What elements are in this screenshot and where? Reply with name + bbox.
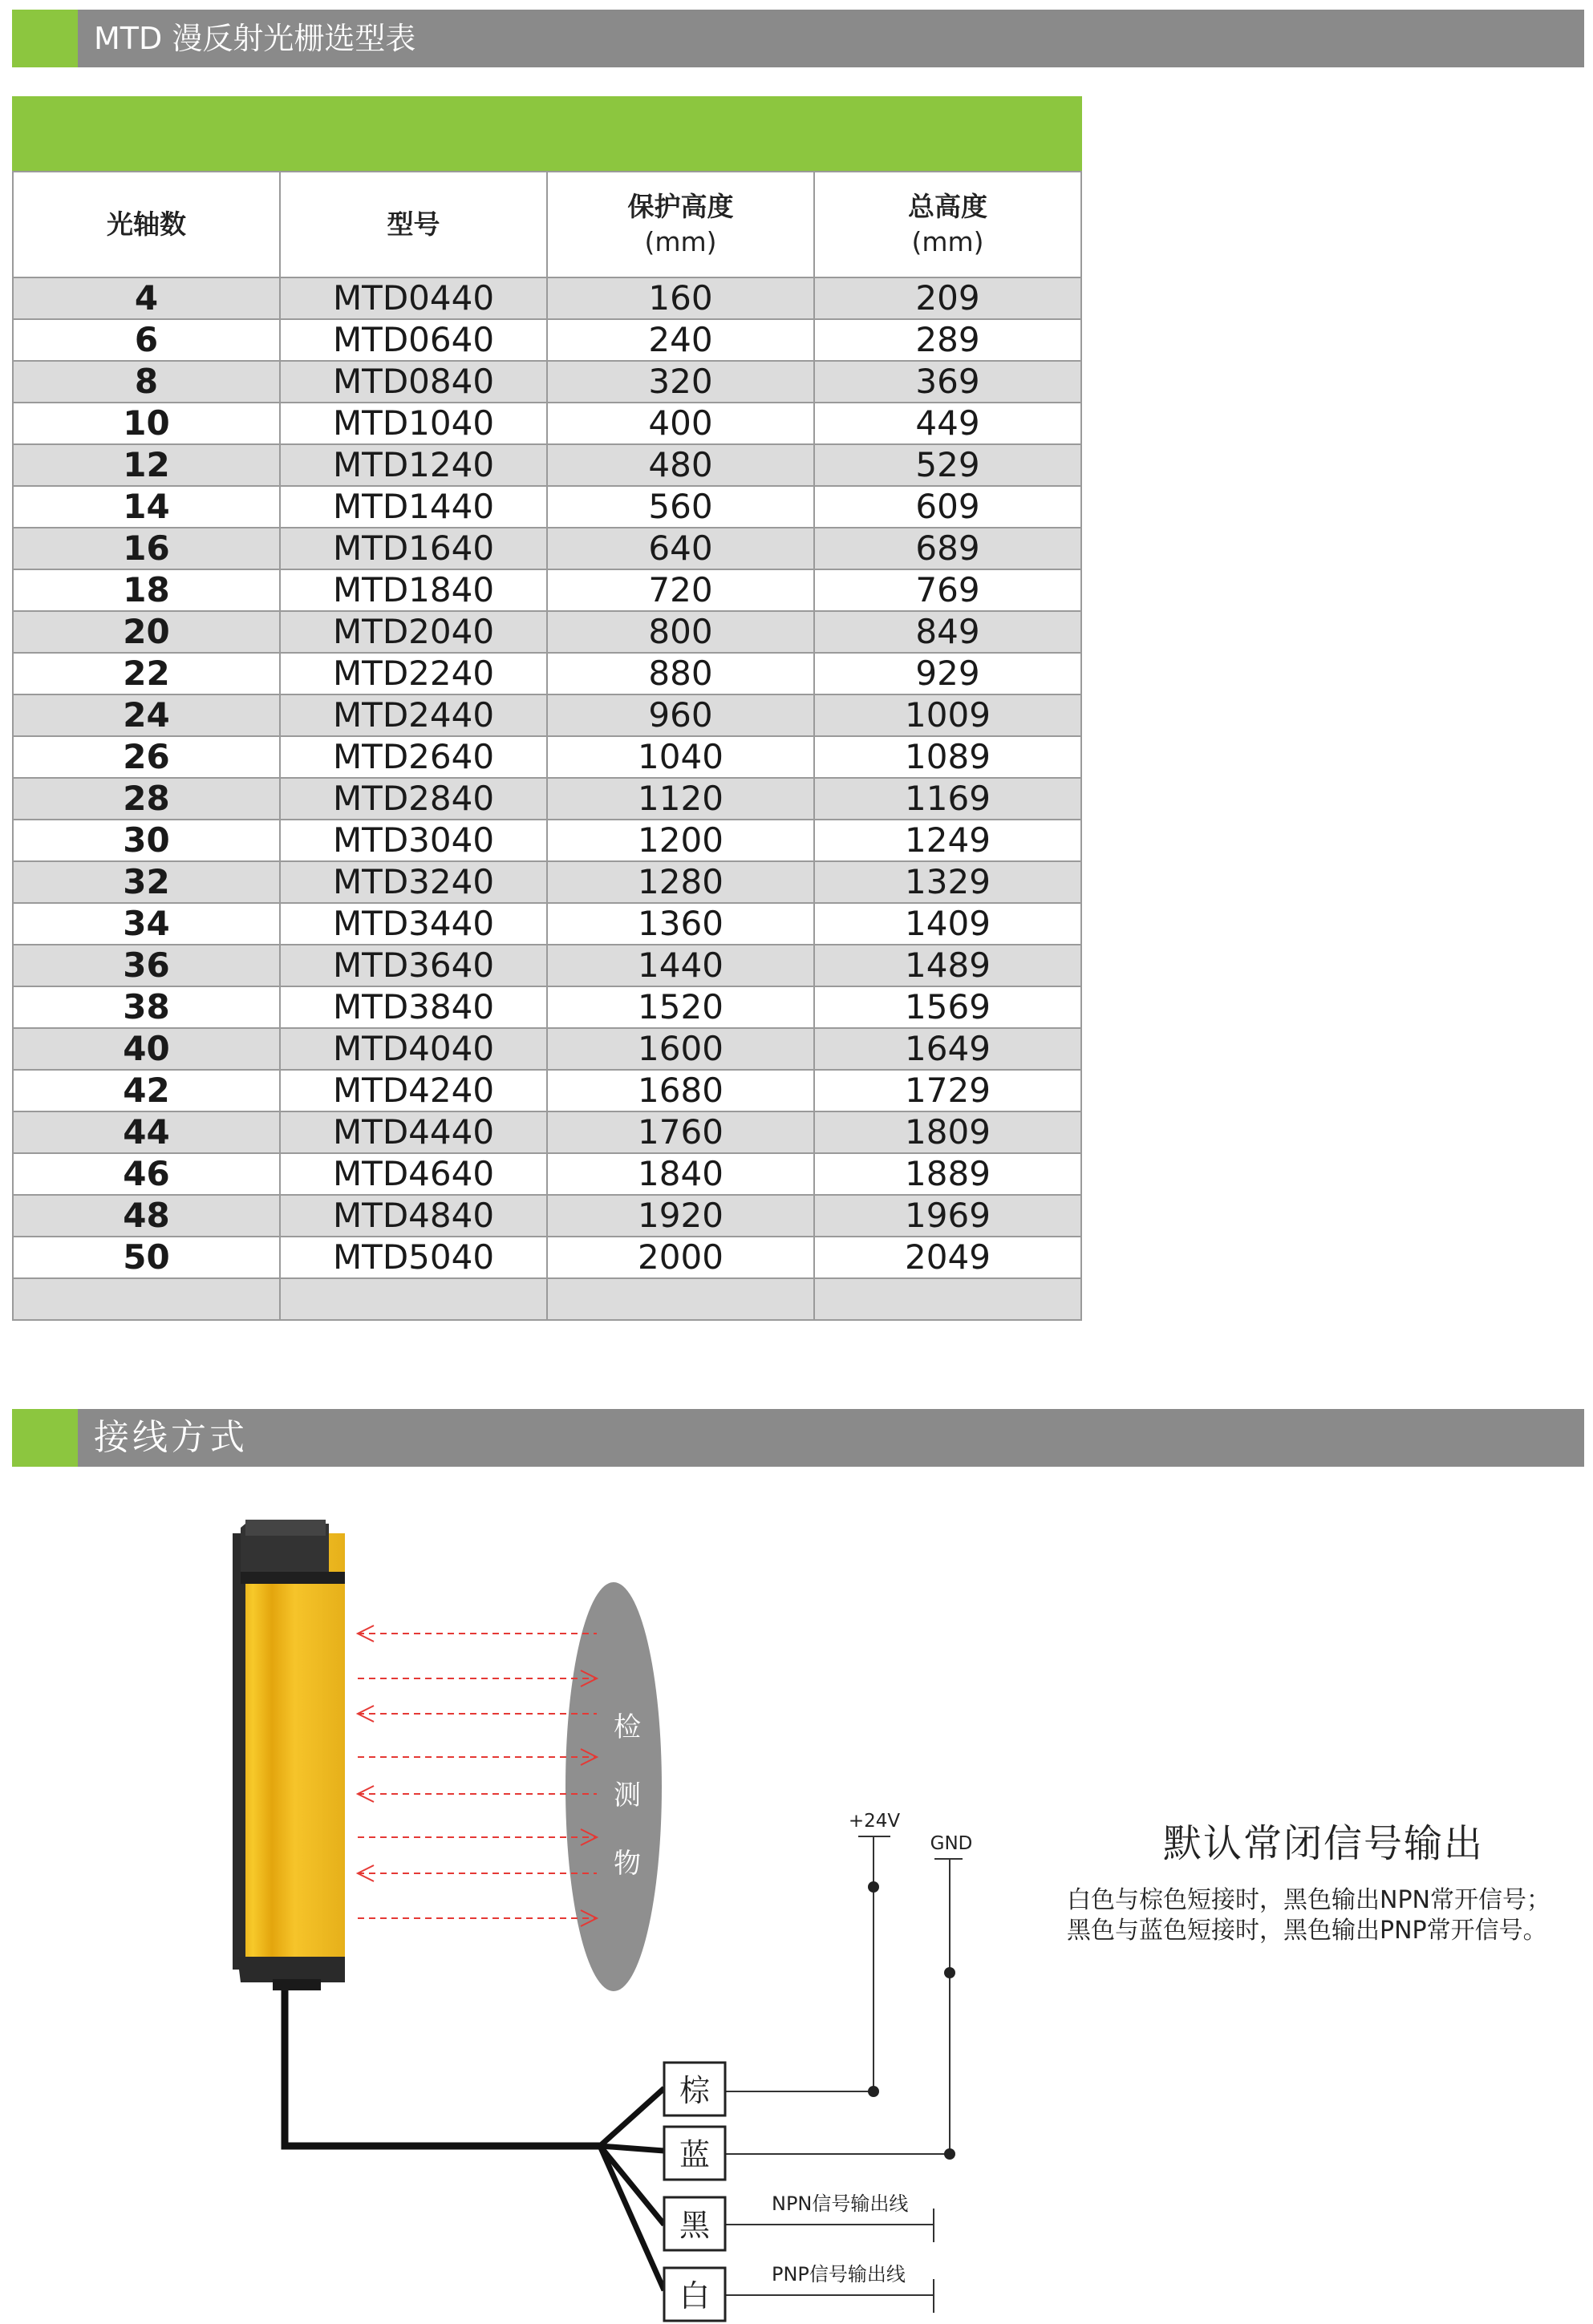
section-accent bbox=[12, 10, 78, 67]
header-unit: (mm) bbox=[644, 226, 717, 257]
cell-model: MTD1840 bbox=[280, 569, 547, 611]
cell-model: MTD0440 bbox=[280, 277, 547, 319]
wire-terminal-white bbox=[664, 2268, 725, 2321]
table-row bbox=[13, 403, 1081, 444]
cell-model: MTD0640 bbox=[280, 319, 547, 361]
cell-protect-height: 1840 bbox=[547, 1153, 814, 1195]
cell-protect-height: 1520 bbox=[547, 986, 814, 1028]
cell-axis-count: 46 bbox=[13, 1153, 280, 1195]
object-label-char: 检 bbox=[614, 1711, 641, 1743]
table-row bbox=[13, 277, 1081, 319]
cell-model: MTD1440 bbox=[280, 486, 547, 528]
cell-axis-count: 44 bbox=[13, 1111, 280, 1153]
table-top-band bbox=[12, 96, 1082, 171]
cell-axis-count: 30 bbox=[13, 820, 280, 861]
light-beams bbox=[358, 1634, 597, 1918]
cell-total-height: 369 bbox=[814, 361, 1081, 403]
table-row bbox=[13, 569, 1081, 611]
wire-label: 棕 bbox=[679, 2073, 711, 2108]
cell-protect-height: 720 bbox=[547, 569, 814, 611]
header-model bbox=[280, 172, 547, 277]
sensor-bottom-cap bbox=[237, 1957, 345, 1982]
cell-model: MTD3040 bbox=[280, 820, 547, 861]
selection-table bbox=[12, 171, 1082, 1321]
empty-cell bbox=[814, 1278, 1081, 1320]
cell-model: MTD4040 bbox=[280, 1028, 547, 1070]
cell-protect-height: 1360 bbox=[547, 903, 814, 945]
cell-axis-count: 8 bbox=[13, 361, 280, 403]
cell-axis-count: 16 bbox=[13, 528, 280, 569]
sensor-body bbox=[233, 1533, 345, 1970]
cell-total-height: 289 bbox=[814, 319, 1081, 361]
cell-total-height: 689 bbox=[814, 528, 1081, 569]
cell-model: MTD2440 bbox=[280, 694, 547, 736]
table-body bbox=[13, 277, 1081, 1320]
table-row bbox=[13, 361, 1081, 403]
sensor-edge bbox=[233, 1533, 245, 1970]
cell-model: MTD5040 bbox=[280, 1237, 547, 1278]
sensor-cap-base bbox=[241, 1572, 345, 1584]
table-row bbox=[13, 694, 1081, 736]
header-label: 保护高度 bbox=[627, 191, 734, 222]
cell-total-height: 1329 bbox=[814, 861, 1081, 903]
cell-model: MTD3440 bbox=[280, 903, 547, 945]
cell-total-height: 1489 bbox=[814, 945, 1081, 986]
cell-axis-count: 32 bbox=[13, 861, 280, 903]
cell-protect-height: 960 bbox=[547, 694, 814, 736]
empty-cell bbox=[280, 1278, 547, 1320]
cell-model: MTD3640 bbox=[280, 945, 547, 986]
table-row bbox=[13, 319, 1081, 361]
table-row bbox=[13, 986, 1081, 1028]
cell-axis-count: 36 bbox=[13, 945, 280, 986]
cell-axis-count: 50 bbox=[13, 1237, 280, 1278]
cell-axis-count: 22 bbox=[13, 653, 280, 694]
table-row bbox=[13, 528, 1081, 569]
cell-protect-height: 480 bbox=[547, 444, 814, 486]
cell-axis-count: 14 bbox=[13, 486, 280, 528]
cell-protect-height: 1280 bbox=[547, 861, 814, 903]
table-row bbox=[13, 778, 1081, 820]
wire-label: 蓝 bbox=[679, 2137, 711, 2172]
cell-total-height: 1969 bbox=[814, 1195, 1081, 1237]
cell-axis-count: 20 bbox=[13, 611, 280, 653]
cell-model: MTD4640 bbox=[280, 1153, 547, 1195]
cell-total-height: 1889 bbox=[814, 1153, 1081, 1195]
cell-model: MTD4440 bbox=[280, 1111, 547, 1153]
cell-axis-count: 40 bbox=[13, 1028, 280, 1070]
cell-total-height: 529 bbox=[814, 444, 1081, 486]
cell-total-height: 449 bbox=[814, 403, 1081, 444]
cell-protect-height: 320 bbox=[547, 361, 814, 403]
cell-protect-height: 400 bbox=[547, 403, 814, 444]
note-heading: 默认常闭信号输出 bbox=[1162, 1821, 1484, 1866]
junction-dot bbox=[868, 2086, 879, 2097]
cell-protect-height: 880 bbox=[547, 653, 814, 694]
header-total-height bbox=[814, 172, 1081, 277]
wire-label: 白 bbox=[679, 2278, 711, 2314]
cell-model: MTD3840 bbox=[280, 986, 547, 1028]
object-label-char: 测 bbox=[614, 1779, 641, 1812]
wire-label: 黑 bbox=[679, 2208, 711, 2243]
cell-total-height: 209 bbox=[814, 277, 1081, 319]
cell-total-height: 1169 bbox=[814, 778, 1081, 820]
header-protect-height bbox=[547, 172, 814, 277]
header-label: 总高度 bbox=[908, 191, 987, 222]
header-axis-count bbox=[13, 172, 280, 277]
cell-axis-count: 24 bbox=[13, 694, 280, 736]
light-curtain-sensor bbox=[233, 1520, 345, 1990]
header-label: 光轴数 bbox=[107, 209, 186, 240]
junction-dot bbox=[944, 2148, 955, 2160]
table-row bbox=[13, 861, 1081, 903]
ground-label: GND bbox=[930, 1833, 973, 1854]
cell-total-height: 1649 bbox=[814, 1028, 1081, 1070]
header-unit: (mm) bbox=[911, 226, 984, 257]
cell-protect-height: 1920 bbox=[547, 1195, 814, 1237]
table-row bbox=[13, 945, 1081, 986]
selection-table-container bbox=[12, 96, 1082, 1321]
table-row bbox=[13, 486, 1081, 528]
table-row bbox=[13, 1237, 1081, 1278]
table-row-empty bbox=[13, 1278, 1081, 1320]
cable-gland bbox=[273, 1979, 321, 1990]
empty-cell bbox=[547, 1278, 814, 1320]
junction-dot bbox=[944, 1967, 955, 1978]
cell-protect-height: 1200 bbox=[547, 820, 814, 861]
cell-total-height: 1729 bbox=[814, 1070, 1081, 1111]
cell-total-height: 1809 bbox=[814, 1111, 1081, 1153]
table-row bbox=[13, 1070, 1081, 1111]
section-header-selection bbox=[12, 10, 1584, 67]
cell-protect-height: 2000 bbox=[547, 1237, 814, 1278]
cell-total-height: 1249 bbox=[814, 820, 1081, 861]
cell-axis-count: 18 bbox=[13, 569, 280, 611]
cell-model: MTD2840 bbox=[280, 778, 547, 820]
table-row bbox=[13, 653, 1081, 694]
cell-axis-count: 28 bbox=[13, 778, 280, 820]
cell-axis-count: 48 bbox=[13, 1195, 280, 1237]
table-header-row bbox=[13, 172, 1081, 277]
note-line: 白色与棕色短接时，黑色输出NPN常开信号； bbox=[1067, 1886, 1550, 1914]
table-row bbox=[13, 444, 1081, 486]
cell-model: MTD2640 bbox=[280, 736, 547, 778]
table-row bbox=[13, 736, 1081, 778]
cell-protect-height: 160 bbox=[547, 277, 814, 319]
table-row bbox=[13, 1153, 1081, 1195]
section-header-wiring bbox=[12, 1409, 1584, 1467]
cell-model: MTD1240 bbox=[280, 444, 547, 486]
cell-protect-height: 800 bbox=[547, 611, 814, 653]
cell-axis-count: 10 bbox=[13, 403, 280, 444]
power-lines bbox=[725, 1836, 963, 2313]
wire-terminal-black bbox=[664, 2197, 725, 2250]
table-row bbox=[13, 1111, 1081, 1153]
cell-total-height: 929 bbox=[814, 653, 1081, 694]
section-title: 接线方式 bbox=[94, 1417, 248, 1458]
cell-model: MTD2040 bbox=[280, 611, 547, 653]
cell-protect-height: 1680 bbox=[547, 1070, 814, 1111]
section-accent bbox=[12, 1409, 78, 1467]
section-title: MTD 漫反射光栅选型表 bbox=[94, 21, 416, 56]
cable-fanout bbox=[600, 2088, 664, 2290]
cell-model: MTD2240 bbox=[280, 653, 547, 694]
power-label: +24V bbox=[848, 1811, 901, 1832]
cell-total-height: 2049 bbox=[814, 1237, 1081, 1278]
cell-total-height: 1569 bbox=[814, 986, 1081, 1028]
sensor-cap-top bbox=[245, 1520, 326, 1536]
npn-label: NPN信号输出线 bbox=[772, 2192, 909, 2215]
cell-axis-count: 4 bbox=[13, 277, 280, 319]
cell-total-height: 1009 bbox=[814, 694, 1081, 736]
cell-axis-count: 6 bbox=[13, 319, 280, 361]
junction-dot bbox=[868, 1881, 879, 1893]
table-row bbox=[13, 1028, 1081, 1070]
note-line: 黑色与蓝色短接时，黑色输出PNP常开信号。 bbox=[1067, 1917, 1547, 1945]
output-note bbox=[1067, 1812, 1580, 1946]
cell-model: MTD1640 bbox=[280, 528, 547, 569]
cell-protect-height: 1440 bbox=[547, 945, 814, 986]
cell-model: MTD4840 bbox=[280, 1195, 547, 1237]
cell-model: MTD0840 bbox=[280, 361, 547, 403]
cell-model: MTD1040 bbox=[280, 403, 547, 444]
cell-axis-count: 38 bbox=[13, 986, 280, 1028]
cell-axis-count: 26 bbox=[13, 736, 280, 778]
cell-total-height: 1089 bbox=[814, 736, 1081, 778]
cell-protect-height: 1040 bbox=[547, 736, 814, 778]
cell-protect-height: 1760 bbox=[547, 1111, 814, 1153]
cell-axis-count: 34 bbox=[13, 903, 280, 945]
table-row bbox=[13, 1195, 1081, 1237]
table-row bbox=[13, 820, 1081, 861]
table-row bbox=[13, 903, 1081, 945]
cell-protect-height: 1600 bbox=[547, 1028, 814, 1070]
cell-axis-count: 42 bbox=[13, 1070, 280, 1111]
cell-axis-count: 12 bbox=[13, 444, 280, 486]
object-label-char: 物 bbox=[614, 1848, 641, 1880]
wire-terminal-blue bbox=[664, 2127, 725, 2180]
cell-total-height: 849 bbox=[814, 611, 1081, 653]
cell-model: MTD3240 bbox=[280, 861, 547, 903]
cell-total-height: 769 bbox=[814, 569, 1081, 611]
cell-protect-height: 560 bbox=[547, 486, 814, 528]
table-row bbox=[13, 611, 1081, 653]
header-label: 型号 bbox=[387, 209, 440, 240]
beam-arrowheads bbox=[358, 1626, 597, 1926]
wire-terminal-brown bbox=[664, 2063, 725, 2115]
empty-cell bbox=[13, 1278, 280, 1320]
sensor-cable bbox=[285, 1990, 600, 2146]
cell-protect-height: 240 bbox=[547, 319, 814, 361]
cell-total-height: 1409 bbox=[814, 903, 1081, 945]
cell-protect-height: 640 bbox=[547, 528, 814, 569]
cell-model: MTD4240 bbox=[280, 1070, 547, 1111]
pnp-label: PNP信号输出线 bbox=[772, 2263, 906, 2286]
cell-protect-height: 1120 bbox=[547, 778, 814, 820]
cell-total-height: 609 bbox=[814, 486, 1081, 528]
